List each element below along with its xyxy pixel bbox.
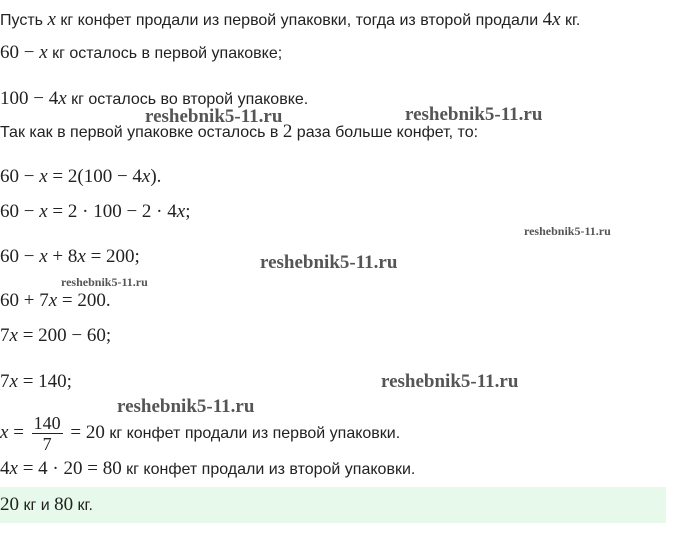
answer-box bbox=[0, 487, 666, 523]
equation-8: 4x = 4 · 20 = 80 кг конфет продали из второй упаковки. bbox=[0, 458, 416, 479]
condition-line: Так как в первой упаковке осталось в 2 раза больше конфет, то: bbox=[0, 121, 479, 142]
watermark-3: reshebnik5-11.ru bbox=[524, 224, 611, 238]
watermark-5: reshebnik5-11.ru bbox=[61, 275, 148, 289]
equation-4: 60 + 7x = 200. bbox=[0, 290, 111, 311]
fraction: $\frac{140}{7}$ bbox=[33, 413, 61, 455]
watermark-4: reshebnik5-11.ru bbox=[260, 252, 398, 273]
answer-line: 20 кг и 80 кг. bbox=[0, 494, 93, 515]
intro-line: Пусть x кг конфет продали из первой упаковки, тогда из второй продали 4x кг. bbox=[0, 9, 581, 30]
first-box-remaining: 60 − x кг осталось в первой упаковке; bbox=[0, 42, 283, 63]
equation-3: 60 − x + 8x = 200; bbox=[0, 246, 140, 267]
equation-1: 60 − x = 2(100 − 4x). bbox=[0, 166, 162, 187]
equation-5: 7x = 200 − 60; bbox=[0, 325, 112, 346]
watermark-1: reshebnik5-11.ru bbox=[145, 106, 283, 127]
watermark-7: reshebnik5-11.ru bbox=[117, 396, 255, 417]
equation-2: 60 − x = 2 · 100 − 2 · 4x; bbox=[0, 201, 191, 222]
second-box-remaining: 100 − 4x кг осталось во второй упаковке. bbox=[0, 88, 309, 109]
watermark-6: reshebnik5-11.ru bbox=[381, 371, 519, 392]
equation-6: 7x = 140; bbox=[0, 371, 72, 392]
equation-7: x = $\frac{140}{7}$ = 20 кг конфет продали из первой упаковки. bbox=[0, 413, 401, 455]
watermark-2: reshebnik5-11.ru bbox=[405, 104, 543, 125]
